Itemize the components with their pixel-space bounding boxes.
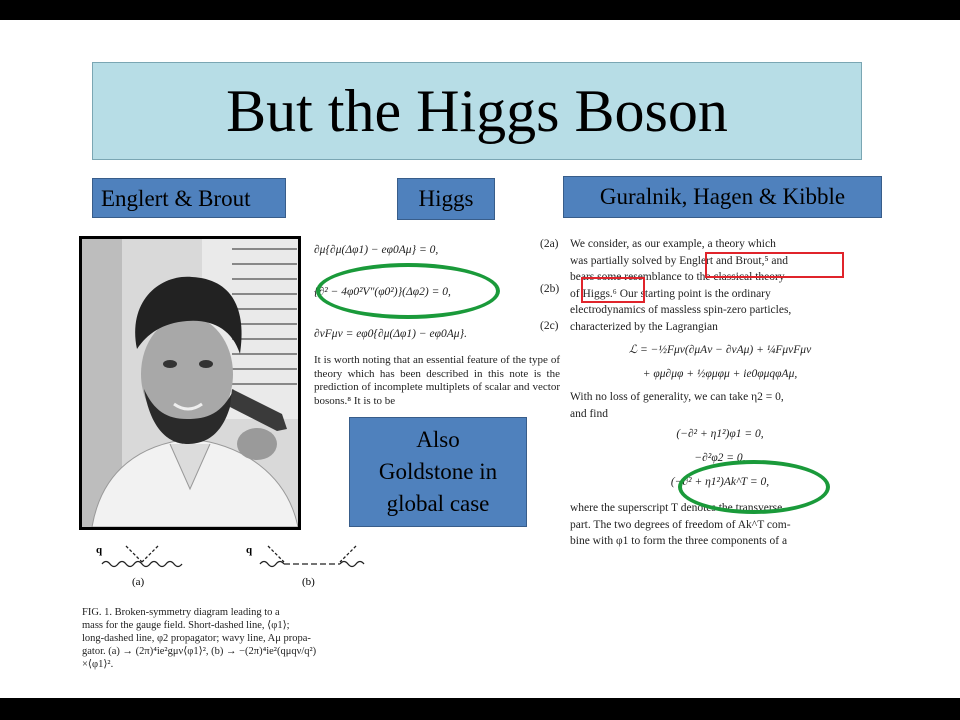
equation-2c: ∂νFμν = eφ0{∂μ(Δφ1) − eφ0Aμ}. [314,328,467,340]
ghk-eq3: (−∂² + η1²)Ak^T = 0, [670,476,770,488]
eq-label-2c: (2c) [540,320,559,332]
caption-line: ×⟨φ1⟩². [82,659,114,670]
label-higgs: Higgs [397,178,495,220]
caption-line: gator. (a) → (2π)⁴ie²gμν⟨φ1⟩², (b) → −(2π)⁴ie²(qμqν/q²) [82,646,317,657]
ghk-line: bine with φ1 to form the three components of a [570,535,788,547]
green-highlight-higgs-eq [316,263,500,319]
ghk-line: of Higgs.⁶ Our starting point is the ordinary [570,287,771,300]
note-line2: Goldstone in [378,458,498,484]
caption-line: mass for the gauge field. Short-dashed line, ⟨φ1⟩; [82,620,290,631]
label-ghk: Guralnik, Hagen & Kibble [563,176,882,218]
eq-label-2a: (2a) [540,238,559,250]
fig-label-b: (b) [302,576,315,588]
higgs-paragraph: It is worth noting that an essential feature of the type of theory which has been described in this note is the prediction of incomplete multiplets of scalar and vector bosons.⁸ It is to be [314,354,560,407]
fig-q-a: q [96,544,103,556]
ghk-line: where the superscript T denotes the transverse [570,502,783,514]
ghk-line: characterized by the Lagrangian [570,320,718,333]
fig-label-a: (a) [132,576,145,588]
ghk-line: We consider, as our example, a theory which [570,238,776,250]
ghk-line: With no loss of generality, we can take η2 = 0, [570,391,784,403]
goldstone-note [349,417,527,527]
feynman-diagrams [82,540,382,600]
eq-label-2b: (2b) [540,283,560,295]
ghk-line: was partially solved by Englert and Brout,⁵ and [570,254,788,267]
note-line3: global case [386,491,490,517]
lagrangian-line2: + φμ∂μφ + ½φμφμ + ie0φμqφAμ, [642,368,798,380]
ghk-line: bears some resemblance to the classical theory [570,271,785,283]
figure-1 [82,540,382,671]
red-highlight-higgs [581,277,645,303]
feynman-diagram-icon [82,540,382,582]
equation-2b: {∂² − 4φ0²V″(φ0²)}(Δφ2) = 0, [314,286,451,298]
ghk-line: and find [570,407,609,420]
slide-title: But the Higgs Boson [226,77,728,144]
red-highlight-englert-brout [705,252,844,278]
figure-caption [82,606,382,671]
slide [0,20,960,698]
ghk-line: part. The two degrees of freedom of Ak^T com- [570,518,791,531]
ghk-eq2: −∂²φ2 = 0, [694,452,746,464]
caption-line: FIG. 1. Broken-symmetry diagram leading to a [82,607,280,618]
fig-q-b: q [246,544,253,556]
green-highlight-ghk-eq [678,460,830,514]
lagrangian-line1: ℒ = −½Fμν(∂μAν − ∂νAμ) + ¼FμνFμν [628,344,812,356]
title-box [92,62,862,160]
ghk-line: electrodynamics of massless spin-zero particles, [570,304,792,316]
note-line1: Also [416,426,460,452]
equation-2a: ∂μ{∂μ(Δφ1) − eφ0Aμ} = 0, [314,244,439,256]
label-englert-brout: Englert & Brout [92,178,286,218]
photo-englert [79,236,301,530]
caption-line: long-dashed line, φ2 propagator; wavy line, Aμ propa- [82,633,311,644]
ghk-eq1: (−∂² + η1²)φ1 = 0, [676,428,764,440]
